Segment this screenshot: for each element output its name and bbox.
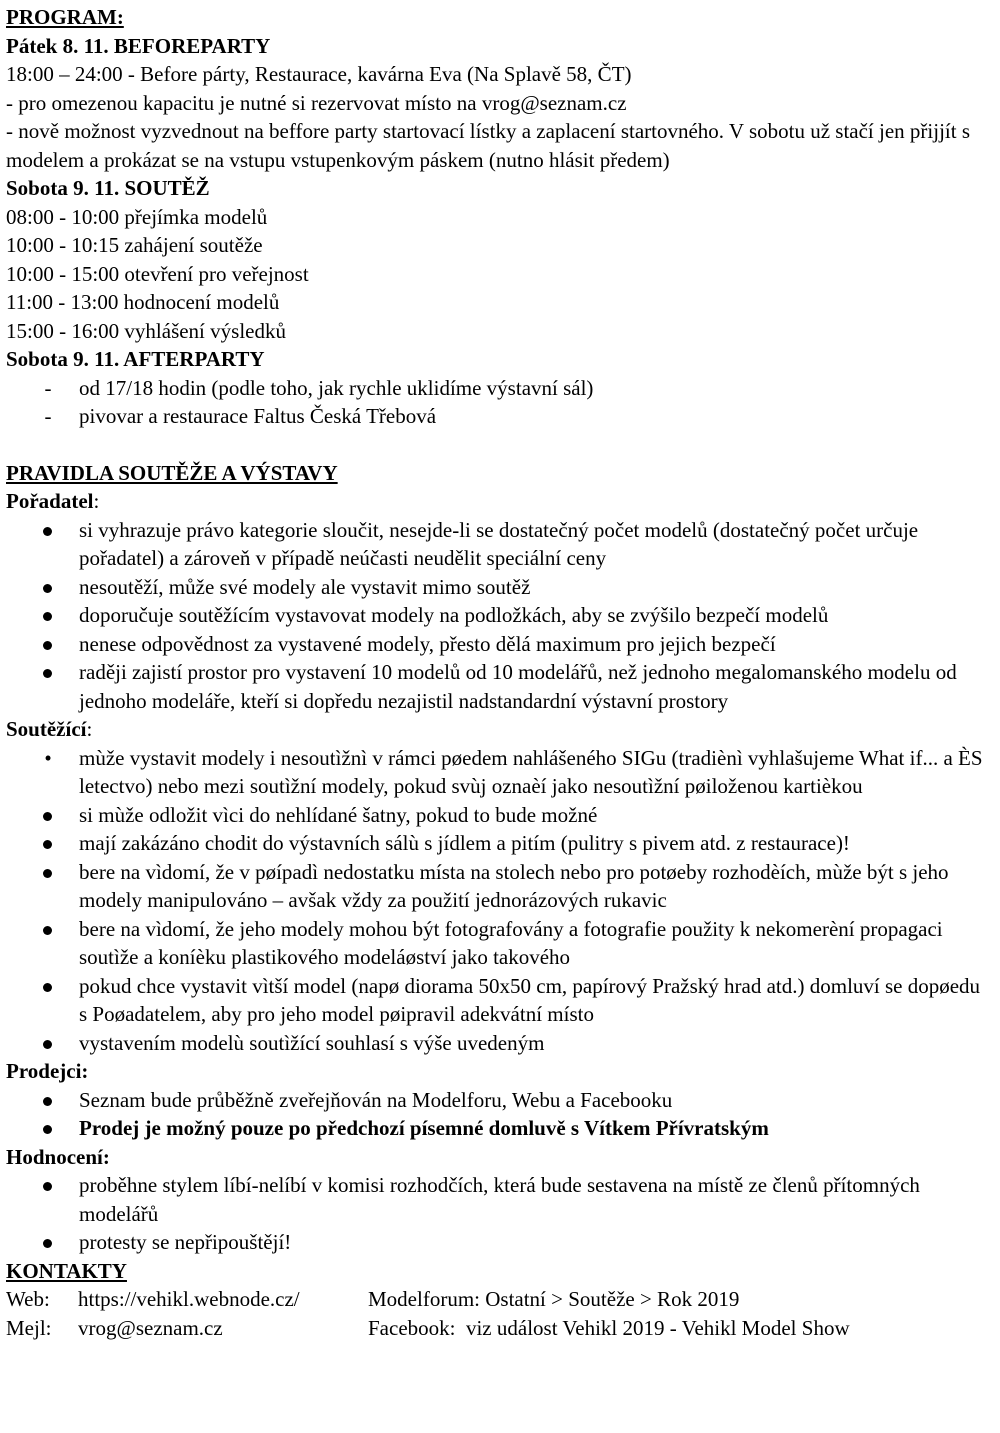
email-link[interactable]: vrog@seznam.cz bbox=[78, 1315, 223, 1340]
afterparty-heading: Sobota 9. 11. AFTERPARTY bbox=[6, 347, 265, 371]
list-item: bere na vìdomí, že jeho modely mohou být fotografovány a fotografie použity k nekomerèní propagaci soutìže a koníèku plastikového modeláøství jako takového bbox=[79, 916, 943, 969]
friday-line: 18:00 – 24:00 - Before párty, Restaurace, kavárna Eva (Na Splavě 58, ČT) bbox=[6, 62, 632, 86]
list-item: raději zajistí prostor pro vystavení 10 modelů od 10 modelářů, než jednoho megalomanského modelu od jednoho modeláře, kteří si dopředu nezajistil nadstandardní výstavní prostory bbox=[79, 660, 957, 713]
contacts-table bbox=[6, 1285, 1000, 1342]
list-item: vystavením modelù soutìžící souhlasí s výše uvedeným bbox=[79, 1030, 545, 1055]
list-item: Seznam bude průběžně zveřejňován na Modelforu, Webu a Facebooku bbox=[79, 1087, 673, 1112]
competitors-list bbox=[6, 744, 991, 1058]
list-item: bere na vìdomí, že v pøípadì nedostatku místa na stolech nebo pro potøeby rozhodèích, mùže být s jeho modely manipulováno – avšak vždy za použití jednorázových rukavic bbox=[79, 859, 949, 912]
contacts-title: KONTAKTY bbox=[6, 1258, 127, 1283]
schedule-line: 10:00 - 10:15 zahájení soutěže bbox=[6, 233, 263, 257]
dash-marker: - bbox=[44, 404, 52, 428]
competitors-heading: Soutěžící: bbox=[6, 717, 93, 741]
bullet-icon: • bbox=[44, 745, 52, 770]
friday-line: - pro omezenou kapacitu je nutné si rezervovat místo na vrog@seznam.cz bbox=[6, 90, 627, 115]
saturday-heading: Sobota 9. 11. SOUTĚŽ bbox=[6, 176, 210, 200]
list-item: doporučuje soutěžícím vystavovat modely na podložkách, aby se zvýšilo bezpečí modelů bbox=[79, 603, 829, 627]
organizer-heading: Pořadatel: bbox=[6, 489, 100, 513]
rules-title: PRAVIDLA SOUTĚŽE A VÝSTAVY bbox=[6, 460, 338, 485]
contact-extra: Facebook: viz událost Vehikl 2019 - Vehikl Model Show bbox=[368, 1315, 850, 1340]
contact-label: Web: bbox=[6, 1287, 50, 1311]
schedule-line: 15:00 - 16:00 vyhlášení výsledků bbox=[6, 318, 286, 343]
program-title: PROGRAM: bbox=[6, 5, 124, 29]
list-item: - od 17/18 hodin (podle toho, jak rychle uklidíme výstavní sál) bbox=[6, 374, 1000, 403]
evaluation-list bbox=[6, 1171, 981, 1257]
friday-heading: Pátek 8. 11. BEFOREPARTY bbox=[6, 33, 271, 58]
schedule-line: 10:00 - 15:00 otevření pro veřejnost bbox=[6, 261, 309, 286]
organizer-list bbox=[6, 516, 981, 716]
web-link[interactable]: https://vehikl.webnode.cz/ bbox=[78, 1287, 300, 1311]
schedule-line: 11:00 - 13:00 hodnocení modelů bbox=[6, 290, 280, 314]
sellers-heading: Prodejci: bbox=[6, 1059, 89, 1083]
sellers-list bbox=[6, 1086, 1000, 1143]
list-item: pokud chce vystavit vìtší model (napø diorama 50x50 cm, papírový Pražský hrad atd.) domluví se dopøedu s Poøadatelem, aby pro jeho model pøipravil adekvátní místo bbox=[79, 973, 981, 1026]
list-item: nenese odpovědnost za vystavené modely, přesto dělá maximum pro jejich bezpečí bbox=[79, 631, 776, 656]
list-item: nesoutěží, může své modely ale vystavit mimo soutěž bbox=[79, 574, 531, 599]
list-item: • mùže vystavit modely i nesoutìžnì v rámci pøedem nahlášeného SIGu (tradiènì vyhlašujeme What if... a ÈS letectvo) nebo mezi soutìžní modely, pokud svùj oznaèí jako nesoutìžní pøiloženou kartièkou bbox=[6, 744, 991, 801]
friday-line: - nově možnost vyzvednout na beffore party startovací lístky a zaplacení startovného. V sobotu už stačí jen přijjít s modelem a prokázat se na vstupu vstupenkovým páskem (nutno hlásit předem) bbox=[6, 119, 971, 172]
afterparty-list bbox=[6, 374, 1000, 431]
dash-marker: - bbox=[44, 375, 52, 400]
contact-extra: Modelforum: Ostatní > Soutěže > Rok 2019 bbox=[368, 1287, 740, 1311]
evaluation-heading: Hodnocení: bbox=[6, 1144, 110, 1169]
list-item: proběhne stylem líbí-nelíbí v komisi rozhodčích, která bude sestavena na místě ze členů přítomných modelářů bbox=[79, 1173, 920, 1226]
list-item: protesty se nepřipouštějí! bbox=[79, 1230, 292, 1254]
contact-label: Mejl: bbox=[6, 1315, 52, 1340]
schedule-line: 08:00 - 10:00 přejímka modelů bbox=[6, 204, 268, 229]
list-item: Prodej je možný pouze po předchozí písemné domluvě s Vítkem Přívratským bbox=[79, 1116, 769, 1140]
list-item: si mùže odložit vìci do nehlídané šatny, pokud to bude možné bbox=[79, 802, 598, 827]
list-item: - pivovar a restaurace Faltus Česká Třebová bbox=[6, 402, 1000, 431]
list-item: mají zakázáno chodit do výstavních sálù s jídlem a pitím (pulitry s pivem atd. z restaurace)! bbox=[79, 831, 850, 855]
list-item: si vyhrazuje právo kategorie sloučit, nesejde-li se dostatečný počet modelů (dostatečný počet určuje pořadatel) a zároveň v případě neúčasti neudělit speciální ceny bbox=[79, 517, 919, 570]
